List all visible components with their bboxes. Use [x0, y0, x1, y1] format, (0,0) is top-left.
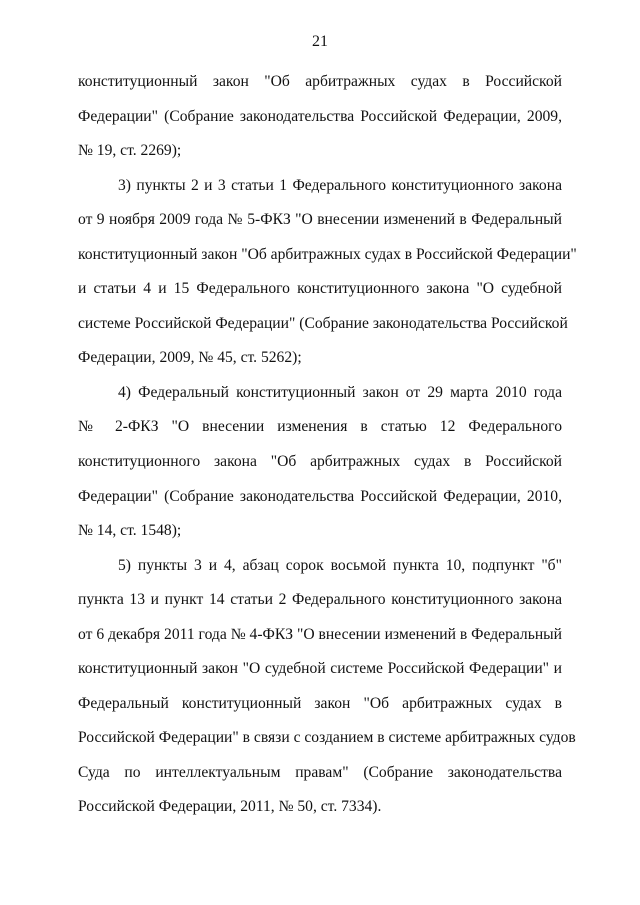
- text-line: Российской Федерации, 2011, № 50, ст. 7334).: [78, 798, 382, 816]
- text-line: № 19, ст. 2269);: [78, 142, 182, 160]
- text-line: 3) пункты 2 и 3 статьи 1 Федерального конституционного закона: [118, 176, 562, 194]
- text-line: 5) пункты 3 и 4, абзац сорок восьмой пункта 10, подпункт "б": [118, 556, 562, 574]
- text-line: системе Российской Федерации" (Собрание законодательства Российской: [78, 314, 568, 332]
- text-line: конституционный закон "О судебной системе Российской Федерации" и: [78, 660, 562, 678]
- text-line: пункта 13 и пункт 14 статьи 2 Федерального конституционного закона: [78, 591, 562, 609]
- document-body: [78, 70, 577, 830]
- text-line: 4) Федеральный конституционный закон от 29 марта 2010 года: [118, 383, 562, 401]
- text-line: конституционный закон "Об арбитражных судах в Российской Федерации": [78, 245, 577, 263]
- text-line: Федерации" (Собрание законодательства Российской Федерации, 2009,: [78, 107, 562, 125]
- text-line: и статьи 4 и 15 Федерального конституционного закона "О судебной: [78, 280, 562, 298]
- text-line: конституционного закона "Об арбитражных судах в Российской: [78, 453, 562, 471]
- text-line: № 2-ФКЗ "О внесении изменения в статью 12 Федерального: [78, 418, 562, 436]
- text-line: Российской Федерации" в связи с созданием в системе арбитражных судов: [78, 729, 576, 747]
- text-line: конституционный закон "Об арбитражных судах в Российской: [78, 73, 562, 90]
- text-line: от 6 декабря 2011 года № 4-ФКЗ "О внесении изменений в Федеральный: [78, 625, 562, 643]
- text-line: Суда по интеллектуальным правам" (Собрание законодательства: [78, 763, 562, 781]
- page-number: 21: [312, 33, 328, 50]
- text-line: Федерации" (Собрание законодательства Российской Федерации, 2010,: [78, 487, 562, 505]
- text-line: от 9 ноября 2009 года № 5-ФКЗ "О внесении изменений в Федеральный: [78, 211, 562, 229]
- text-line: № 14, ст. 1548);: [78, 522, 182, 540]
- text-line: Федеральный конституционный закон "Об арбитражных судах в: [78, 694, 562, 712]
- text-line: Федерации, 2009, № 45, ст. 5262);: [78, 349, 302, 367]
